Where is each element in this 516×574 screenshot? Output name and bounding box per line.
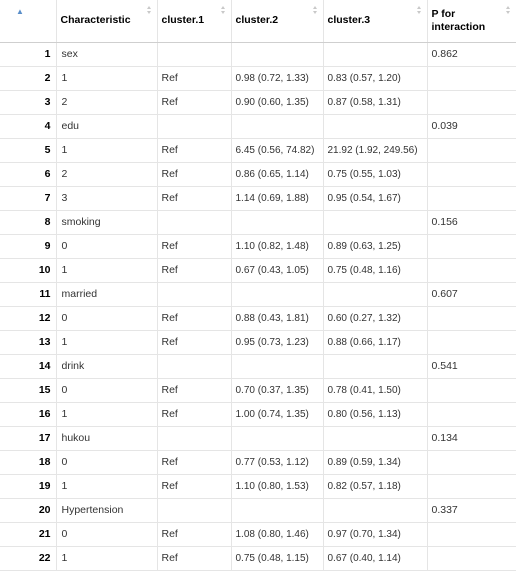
- table-row: [0, 234, 516, 258]
- cell-cluster-3: 0.97 (0.70, 1.34): [323, 522, 427, 546]
- cell-cluster-3: 0.88 (0.66, 1.17): [323, 330, 427, 354]
- cell-characteristic: 0: [56, 378, 157, 402]
- column-header-index[interactable]: [0, 0, 56, 42]
- column-header-cluster-2[interactable]: cluster.2: [231, 0, 323, 42]
- cell-p-for-interaction: [427, 138, 516, 162]
- table-row: [0, 354, 516, 378]
- row-index: 3: [0, 90, 56, 114]
- row-index: 2: [0, 66, 56, 90]
- sort-icon[interactable]: [147, 6, 152, 16]
- cell-cluster-3: 0.80 (0.56, 1.13): [323, 402, 427, 426]
- cell-p-for-interaction: [427, 522, 516, 546]
- cell-cluster-1: [157, 354, 231, 378]
- sort-icon[interactable]: [313, 6, 318, 16]
- column-header-cluster-3[interactable]: cluster.3: [323, 0, 427, 42]
- cell-cluster-1: Ref: [157, 186, 231, 210]
- cell-cluster-1: Ref: [157, 138, 231, 162]
- cell-cluster-3: [323, 426, 427, 450]
- row-index: 7: [0, 186, 56, 210]
- cell-cluster-1: [157, 498, 231, 522]
- table-row: [0, 402, 516, 426]
- cell-characteristic: hukou: [56, 426, 157, 450]
- cell-cluster-1: [157, 114, 231, 138]
- cell-cluster-2: [231, 282, 323, 306]
- table-row: [0, 330, 516, 354]
- cell-p-for-interaction: 0.039: [427, 114, 516, 138]
- cell-cluster-2: 1.08 (0.80, 1.46): [231, 522, 323, 546]
- row-index: 14: [0, 354, 56, 378]
- cell-cluster-1: Ref: [157, 402, 231, 426]
- row-index: 6: [0, 162, 56, 186]
- table-row: [0, 282, 516, 306]
- table-row: [0, 378, 516, 402]
- cell-cluster-2: 0.86 (0.65, 1.14): [231, 162, 323, 186]
- cell-characteristic: 1: [56, 330, 157, 354]
- cell-cluster-1: Ref: [157, 378, 231, 402]
- cell-characteristic: drink: [56, 354, 157, 378]
- cell-cluster-3: [323, 354, 427, 378]
- cell-cluster-1: Ref: [157, 90, 231, 114]
- cell-p-for-interaction: 0.862: [427, 42, 516, 66]
- cell-p-for-interaction: [427, 234, 516, 258]
- cell-cluster-1: [157, 282, 231, 306]
- cell-characteristic: Hypertension: [56, 498, 157, 522]
- cell-characteristic: 0: [56, 450, 157, 474]
- cell-cluster-2: 0.88 (0.43, 1.81): [231, 306, 323, 330]
- cell-cluster-2: 0.75 (0.48, 1.15): [231, 546, 323, 570]
- cell-cluster-1: Ref: [157, 522, 231, 546]
- cell-cluster-3: 0.89 (0.59, 1.34): [323, 450, 427, 474]
- cell-cluster-1: Ref: [157, 258, 231, 282]
- cell-cluster-1: Ref: [157, 450, 231, 474]
- table-row: [0, 474, 516, 498]
- row-index: 12: [0, 306, 56, 330]
- cell-p-for-interaction: [427, 162, 516, 186]
- cell-p-for-interaction: [427, 402, 516, 426]
- table-row: [0, 66, 516, 90]
- table-row: [0, 138, 516, 162]
- cell-cluster-3: 0.75 (0.55, 1.03): [323, 162, 427, 186]
- cell-cluster-1: Ref: [157, 306, 231, 330]
- cell-characteristic: 2: [56, 162, 157, 186]
- table-body: [0, 42, 516, 570]
- cell-cluster-1: Ref: [157, 474, 231, 498]
- table-row: [0, 498, 516, 522]
- cell-cluster-3: 0.89 (0.63, 1.25): [323, 234, 427, 258]
- sort-icon[interactable]: [506, 6, 511, 16]
- cell-p-for-interaction: 0.337: [427, 498, 516, 522]
- row-index: 15: [0, 378, 56, 402]
- cell-cluster-1: Ref: [157, 330, 231, 354]
- cell-cluster-2: 0.70 (0.37, 1.35): [231, 378, 323, 402]
- table-row: [0, 210, 516, 234]
- table-row: [0, 450, 516, 474]
- table-row: [0, 186, 516, 210]
- cell-characteristic: smoking: [56, 210, 157, 234]
- row-index: 4: [0, 114, 56, 138]
- cell-characteristic: 1: [56, 402, 157, 426]
- cell-cluster-2: [231, 354, 323, 378]
- row-index: 13: [0, 330, 56, 354]
- cell-cluster-3: 0.75 (0.48, 1.16): [323, 258, 427, 282]
- cell-cluster-2: 0.77 (0.53, 1.12): [231, 450, 323, 474]
- cell-cluster-3: 0.95 (0.54, 1.67): [323, 186, 427, 210]
- cell-characteristic: 1: [56, 474, 157, 498]
- cell-cluster-3: 0.82 (0.57, 1.18): [323, 474, 427, 498]
- row-index: 5: [0, 138, 56, 162]
- sort-ascending-icon: ▲: [16, 7, 24, 16]
- cell-characteristic: sex: [56, 42, 157, 66]
- cell-p-for-interaction: 0.134: [427, 426, 516, 450]
- row-index: 22: [0, 546, 56, 570]
- row-index: 16: [0, 402, 56, 426]
- cell-p-for-interaction: [427, 330, 516, 354]
- cell-p-for-interaction: [427, 546, 516, 570]
- cell-cluster-2: 0.98 (0.72, 1.33): [231, 66, 323, 90]
- table-header: [0, 0, 516, 42]
- cell-p-for-interaction: [427, 450, 516, 474]
- table-row: [0, 306, 516, 330]
- cell-p-for-interaction: [427, 474, 516, 498]
- cell-cluster-3: 0.83 (0.57, 1.20): [323, 66, 427, 90]
- cell-cluster-1: Ref: [157, 546, 231, 570]
- cell-cluster-3: 21.92 (1.92, 249.56): [323, 138, 427, 162]
- row-index: 20: [0, 498, 56, 522]
- sort-icon[interactable]: [417, 6, 422, 16]
- cell-cluster-2: [231, 42, 323, 66]
- table-row: [0, 90, 516, 114]
- cell-characteristic: 2: [56, 90, 157, 114]
- cell-cluster-2: 0.67 (0.43, 1.05): [231, 258, 323, 282]
- row-index: 10: [0, 258, 56, 282]
- cell-cluster-2: 1.00 (0.74, 1.35): [231, 402, 323, 426]
- cell-p-for-interaction: 0.607: [427, 282, 516, 306]
- table-row: [0, 258, 516, 282]
- cell-characteristic: 1: [56, 258, 157, 282]
- row-index: 9: [0, 234, 56, 258]
- cell-cluster-2: 6.45 (0.56, 74.82): [231, 138, 323, 162]
- cell-cluster-3: 0.67 (0.40, 1.14): [323, 546, 427, 570]
- cell-characteristic: married: [56, 282, 157, 306]
- cell-p-for-interaction: [427, 306, 516, 330]
- row-index: 21: [0, 522, 56, 546]
- cell-p-for-interaction: [427, 258, 516, 282]
- cell-cluster-2: 0.90 (0.60, 1.35): [231, 90, 323, 114]
- cell-cluster-1: [157, 426, 231, 450]
- cell-cluster-3: [323, 498, 427, 522]
- cell-characteristic: 0: [56, 522, 157, 546]
- cell-characteristic: edu: [56, 114, 157, 138]
- cell-p-for-interaction: [427, 66, 516, 90]
- cell-p-for-interaction: [427, 186, 516, 210]
- row-index: 18: [0, 450, 56, 474]
- cell-p-for-interaction: [427, 90, 516, 114]
- cell-cluster-3: 0.87 (0.58, 1.31): [323, 90, 427, 114]
- cell-cluster-2: [231, 114, 323, 138]
- cell-cluster-2: 1.14 (0.69, 1.88): [231, 186, 323, 210]
- row-index: 8: [0, 210, 56, 234]
- sort-icon[interactable]: [221, 6, 226, 16]
- cell-characteristic: 0: [56, 306, 157, 330]
- cell-cluster-3: [323, 282, 427, 306]
- cell-cluster-2: [231, 210, 323, 234]
- cell-cluster-3: [323, 42, 427, 66]
- cell-cluster-2: 1.10 (0.80, 1.53): [231, 474, 323, 498]
- cell-characteristic: 1: [56, 66, 157, 90]
- cell-cluster-1: [157, 42, 231, 66]
- column-header-characteristic[interactable]: Characteristic: [56, 0, 157, 42]
- row-index: 11: [0, 282, 56, 306]
- row-index: 19: [0, 474, 56, 498]
- cell-p-for-interaction: [427, 378, 516, 402]
- cell-cluster-2: 0.95 (0.73, 1.23): [231, 330, 323, 354]
- cell-cluster-3: [323, 114, 427, 138]
- table-row: [0, 162, 516, 186]
- table-row: [0, 42, 516, 66]
- cell-characteristic: 1: [56, 546, 157, 570]
- cell-cluster-2: 1.10 (0.82, 1.48): [231, 234, 323, 258]
- cell-cluster-3: 0.78 (0.41, 1.50): [323, 378, 427, 402]
- cell-p-for-interaction: 0.541: [427, 354, 516, 378]
- cell-characteristic: 0: [56, 234, 157, 258]
- row-index: 1: [0, 42, 56, 66]
- table-row: [0, 546, 516, 570]
- cell-cluster-1: [157, 210, 231, 234]
- row-index: 17: [0, 426, 56, 450]
- column-header-cluster-1[interactable]: cluster.1: [157, 0, 231, 42]
- cell-cluster-3: 0.60 (0.27, 1.32): [323, 306, 427, 330]
- cell-cluster-1: Ref: [157, 162, 231, 186]
- table-row: [0, 522, 516, 546]
- table-row: [0, 426, 516, 450]
- column-header-p-for-interaction[interactable]: P for interaction: [427, 0, 516, 42]
- cell-cluster-2: [231, 426, 323, 450]
- cell-characteristic: 1: [56, 138, 157, 162]
- cell-cluster-3: [323, 210, 427, 234]
- cell-cluster-1: Ref: [157, 234, 231, 258]
- cell-p-for-interaction: 0.156: [427, 210, 516, 234]
- table-row: [0, 114, 516, 138]
- cell-cluster-2: [231, 498, 323, 522]
- cell-characteristic: 3: [56, 186, 157, 210]
- cell-cluster-1: Ref: [157, 66, 231, 90]
